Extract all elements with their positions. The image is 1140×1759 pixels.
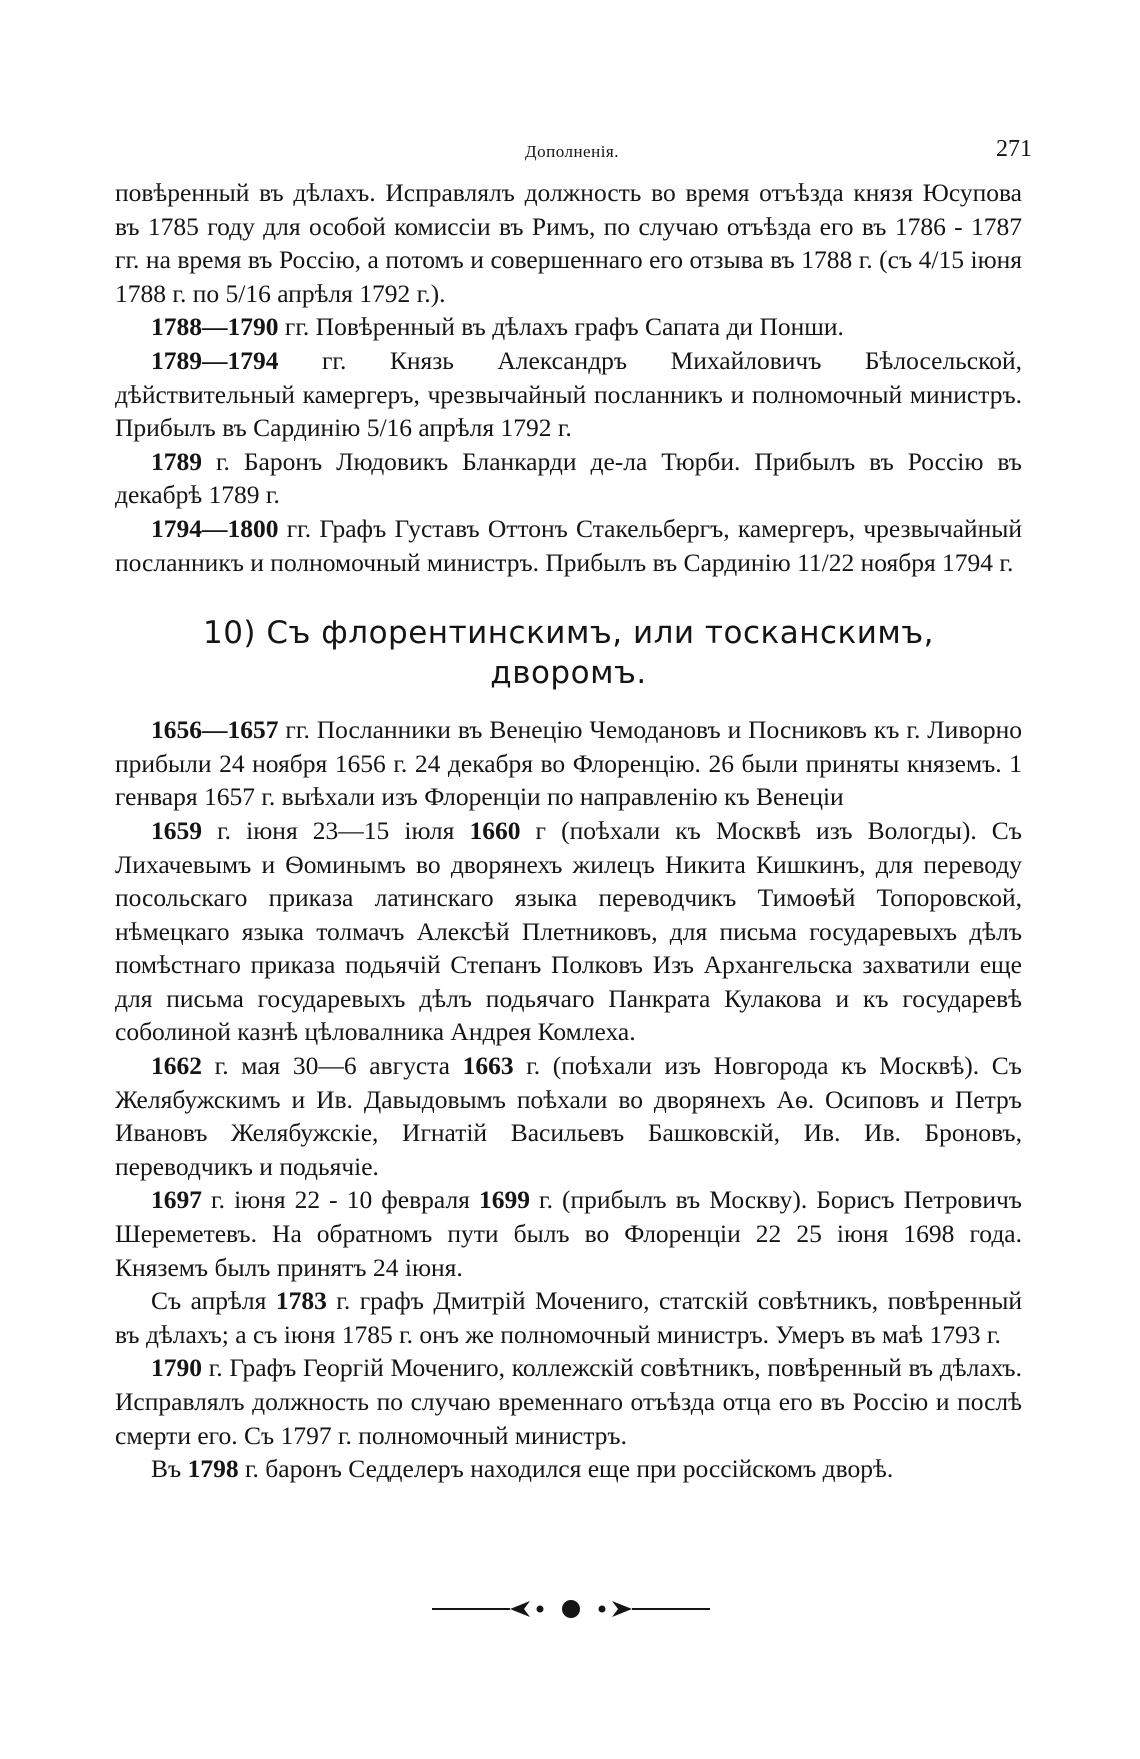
tailpiece-ornament-icon xyxy=(432,1594,710,1624)
entry-text: г. Баронъ Людовикъ Бланкарди де-ла Тюрби. Прибылъ въ Россію въ декабрѣ 1789 г. xyxy=(115,446,1022,510)
entry-text: г. мая 30—6 августа xyxy=(202,1051,463,1081)
entry-year: 1798 xyxy=(187,1454,239,1484)
entry-paragraph xyxy=(115,814,1022,1049)
entry-year: 1789 xyxy=(151,446,202,476)
entry-prefix: Съ апрѣля xyxy=(151,1286,276,1316)
entry-year: 1783 xyxy=(275,1286,327,1316)
entry-paragraph xyxy=(115,344,1022,445)
entry-year: 1659 xyxy=(151,815,202,845)
entry-text: гг. Посланники въ Венецію Чемодановъ и Посниковъ къ г. Ливорно прибыли 24 ноября 1656 г. 24 декабря во Флоренцію. 26 были приняты княземъ. 1 генваря 1657 г. выѣхали изъ Флоренціи по направленію къ Венеціи xyxy=(115,715,1022,812)
entry-year-end: 1699 xyxy=(478,1185,530,1215)
entry-paragraph xyxy=(115,1284,1022,1351)
entry-year-end: 1663 xyxy=(462,1051,514,1081)
entry-year: 1788—1790 xyxy=(151,312,279,342)
entry-text: г. іюня 23—15 іюля xyxy=(202,815,470,845)
entry-year: 1697 xyxy=(151,1185,202,1215)
intro-paragraph: повѣренный въ дѣлахъ. Исправлялъ должность во время отъѣзда князя Юсупова въ 1785 году для особой комиссіи въ Римъ, по случаю отъѣзда его въ 1786 - 1787 гг. на время въ Россію, а потомъ и совершеннаго его отзыва въ 1788 г. (съ 4/15 іюня 1788 г. по 5/16 апрѣля 1792 г.). xyxy=(115,178,1022,308)
entry-paragraph xyxy=(115,1049,1022,1183)
entry-paragraph xyxy=(115,1452,1022,1486)
entry-year-end: 1660 xyxy=(469,815,521,845)
body-text xyxy=(115,176,1022,1486)
entry-year: 1662 xyxy=(151,1051,202,1081)
entry-text: гг. Графъ Густавъ Оттонъ Стакельбергъ, камергеръ, чрезвычайный посланникъ и полномочный министръ. Прибылъ въ Сардинію 11/22 ноября 1794 г. xyxy=(115,513,1022,577)
running-title: Дополненія. xyxy=(525,142,619,161)
entry-text: г. графъ Дмитрій Мочениго, статскій совѣтникъ, повѣренный въ дѣлахъ; а съ іюня 1785 г. онъ же полномочный министръ. Умеръ въ маѣ 1793 г. xyxy=(115,1286,1022,1349)
entry-year: 1656—1657 xyxy=(151,715,279,745)
entry-text: г. іюня 22 - 10 февраля xyxy=(202,1185,479,1215)
entry-paragraph xyxy=(115,1183,1022,1284)
entry-text: г. баронъ Седделеръ находился еще при россійскомъ дворѣ. xyxy=(238,1454,894,1484)
entry-paragraph xyxy=(115,1351,1022,1452)
running-head xyxy=(112,136,1032,166)
entry-prefix: Въ xyxy=(151,1454,188,1484)
entry-year: 1790 xyxy=(151,1353,202,1383)
entry-text: г. (поѣхали изъ Новгорода къ Москвѣ). Съ Желябужскимъ и Ив. Давыдовымъ поѣхали во дворянехъ Аѳ. Осиповъ и Петръ Ивановъ Желябужскіе, Игнатій Васильевъ Башковскій, Ив. Ив. Броновъ, переводчикъ и подьячіе. xyxy=(115,1051,1022,1181)
entry-paragraph xyxy=(115,445,1022,512)
section-heading-line: дворомъ. xyxy=(490,655,647,692)
entry-text: г. (прибылъ въ Москву). Борисъ Петровичъ Шереметевъ. На обратномъ пути былъ во Флоренціи 22 25 іюня 1698 года. Княземъ былъ принятъ 24 іюня. xyxy=(115,1185,1022,1282)
entry-text: гг. Повѣренный въ дѣлахъ графъ Сапата ди Понши. xyxy=(278,312,844,342)
entry-paragraph xyxy=(115,713,1022,814)
entry-text: гг. Князь Александръ Михайловичъ Бѣлосельской, дѣйствительный камергеръ, чрезвычайный посланникъ и полномочный министръ. Прибылъ въ Сардинію 5/16 апрѣля 1792 г. xyxy=(115,345,1022,443)
section-heading-line: 10) Съ флорентинскимъ, или тосканскимъ, xyxy=(202,615,935,652)
entry-paragraph xyxy=(115,310,1022,344)
section-heading xyxy=(115,613,1022,693)
entry-text: г. Графъ Георгій Мочениго, коллежскій совѣтникъ, повѣренный въ дѣлахъ. Исправлялъ должность по случаю временнаго отъѣзда отца его въ Россію и послѣ смерти его. Съ 1797 г. полномочный министръ. xyxy=(115,1353,1022,1450)
page-number: 271 xyxy=(996,136,1032,162)
entry-paragraph xyxy=(115,512,1022,579)
entry-year: 1794—1800 xyxy=(151,513,279,543)
entry-year: 1789—1794 xyxy=(151,345,279,375)
entry-text: г (поѣхали къ Москвѣ изъ Вологды). Съ Лихачевымъ и Ѳоминымъ во дворянехъ жилецъ Никита Кишкинъ, для переводу посольскаго приказа латинскаго языка переводчикъ Тимоѳѣй Топоровской, нѣмецкаго языка толмачъ Алексѣй Плетниковъ, для письма государевыхъ дѣлъ помѣстнаго приказа подьячій Степанъ Полковъ Изъ Архангельска захватили еще для письма государевыхъ дѣлъ подьячаго Панкрата Кулакова и къ государевѣ соболиной казнѣ цѣловалника Андрея Комлеха. xyxy=(115,815,1022,1047)
